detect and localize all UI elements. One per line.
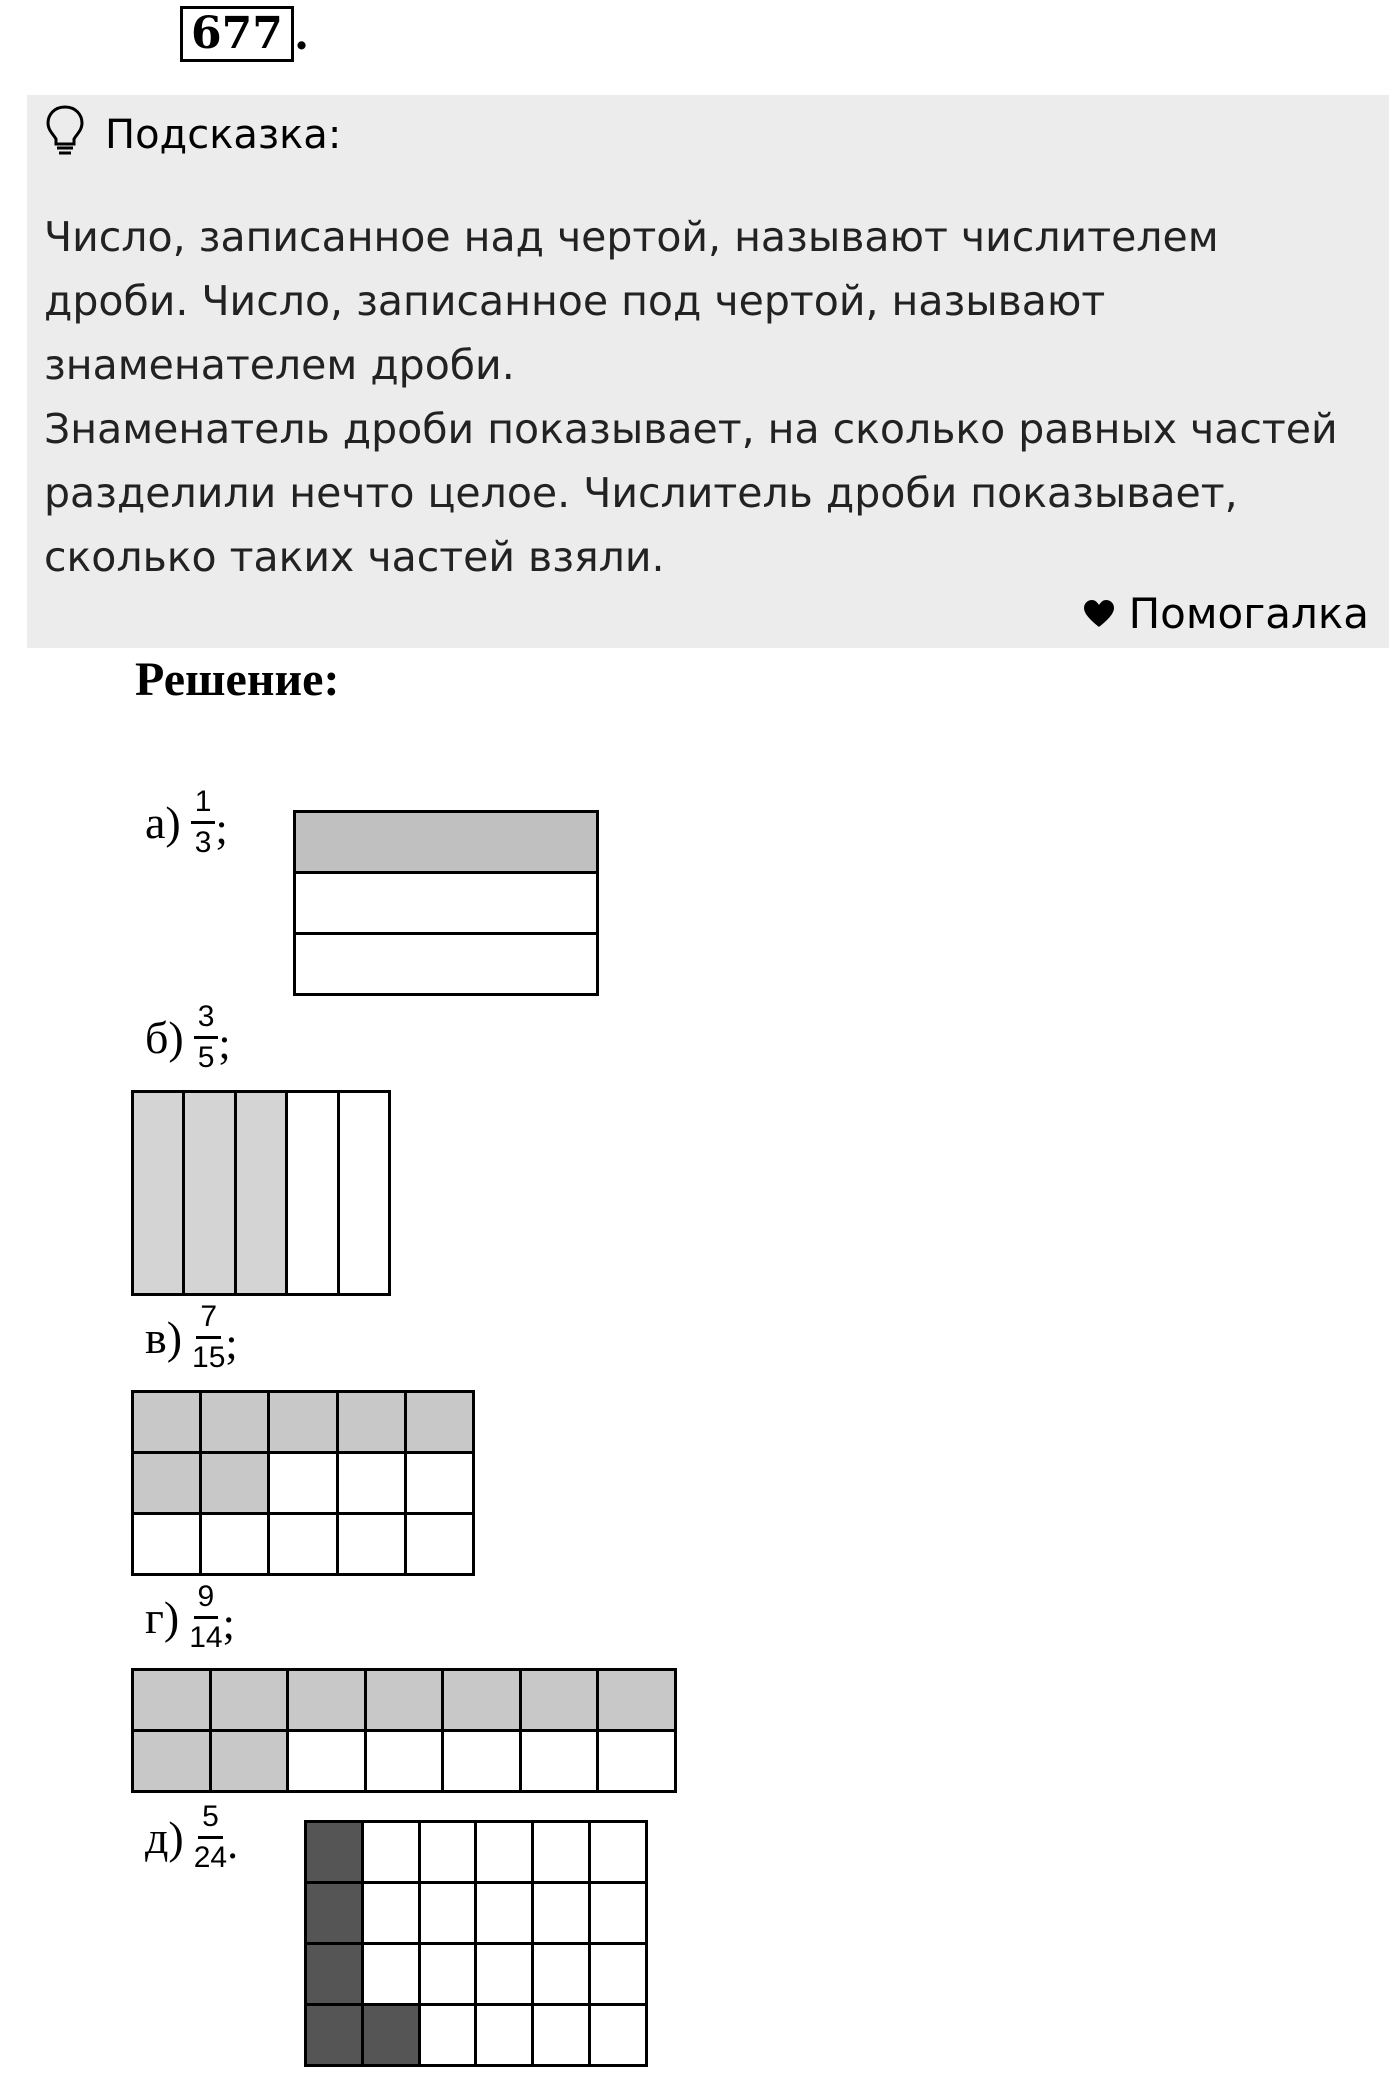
task-number — [180, 8, 309, 60]
fraction-denominator: 14 — [189, 1621, 223, 1654]
grid-cell — [421, 1823, 478, 1884]
grid-cell-shaded — [237, 1093, 288, 1296]
item-label-c — [145, 1300, 238, 1375]
grid-cell-shaded — [307, 1884, 364, 1945]
grid-cell — [202, 1515, 270, 1576]
fraction — [194, 1000, 219, 1075]
grid-cell — [421, 2006, 478, 2067]
grid-cell — [364, 1884, 421, 1945]
item-label-d — [145, 1580, 235, 1655]
grid-cell-shaded — [134, 1093, 185, 1296]
grid-cell — [591, 1945, 648, 2006]
grid-cell — [364, 1823, 421, 1884]
grid-cell-shaded — [307, 1823, 364, 1884]
grid-cell-shaded — [339, 1393, 407, 1454]
fraction — [191, 785, 216, 860]
grid-cell — [421, 1945, 478, 2006]
fraction-denominator: 24 — [193, 1841, 228, 1874]
hint-title: Подсказка: — [105, 112, 342, 158]
grid-cell — [296, 935, 599, 996]
heart-icon — [1083, 589, 1115, 638]
item-letter: б) — [145, 1012, 184, 1063]
grid-cell — [339, 1454, 407, 1515]
fraction-grid-a — [293, 810, 599, 996]
grid-cell-shaded — [307, 1945, 364, 2006]
grid-cell — [407, 1454, 475, 1515]
grid-cell-shaded — [364, 2006, 421, 2067]
fraction-grid-e — [131, 1668, 677, 1793]
grid-cell — [534, 1945, 591, 2006]
grid-cell — [591, 2006, 648, 2067]
item-label-b — [145, 1000, 231, 1075]
grid-cell-shaded — [134, 1732, 212, 1793]
fraction-numerator: 7 — [196, 1300, 221, 1339]
grid-cell — [534, 1884, 591, 1945]
grid-cell-shaded — [185, 1093, 236, 1296]
grid-cell-shaded — [270, 1393, 338, 1454]
grid-cell-shaded — [599, 1671, 677, 1732]
grid-cell — [534, 2006, 591, 2067]
grid-cell-shaded — [289, 1671, 367, 1732]
lightbulb-icon — [45, 104, 85, 166]
grid-cell-shaded — [202, 1393, 270, 1454]
grid-cell-shaded — [202, 1454, 270, 1515]
grid-cell — [340, 1093, 391, 1296]
grid-cell — [477, 1884, 534, 1945]
hint-paragraph-1: Число, записанное над чертой, называют числителем дроби. Число, записанное под чертой, называют знаменателем дроби. — [44, 213, 1219, 389]
grid-cell-shaded — [522, 1671, 600, 1732]
fraction — [192, 1300, 225, 1375]
fraction-grid-b — [131, 1090, 391, 1296]
fraction — [194, 1800, 227, 1875]
grid-cell — [591, 1823, 648, 1884]
hint-header — [45, 107, 341, 163]
grid-cell — [444, 1732, 522, 1793]
grid-cell-shaded — [444, 1671, 522, 1732]
item-punct: ; — [215, 804, 228, 853]
item-punct: . — [227, 1819, 239, 1868]
grid-cell — [599, 1732, 677, 1793]
task-number-dot: . — [293, 8, 310, 60]
grid-cell — [364, 1945, 421, 2006]
hint-text — [44, 205, 1374, 589]
grid-cell — [522, 1732, 600, 1793]
item-label-a — [145, 785, 228, 860]
fraction-numerator: 9 — [194, 1580, 219, 1619]
solution-title: Решение: — [135, 653, 340, 706]
hint-panel — [27, 95, 1389, 648]
item-punct: ; — [225, 1319, 238, 1368]
grid-cell-shaded — [307, 2006, 364, 2067]
grid-cell — [270, 1454, 338, 1515]
fraction-numerator: 5 — [198, 1800, 223, 1839]
item-letter: а) — [145, 797, 181, 848]
fraction-denominator: 3 — [194, 826, 212, 859]
fraction-denominator: 5 — [197, 1041, 215, 1074]
grid-cell — [367, 1732, 445, 1793]
grid-cell-shaded — [134, 1393, 202, 1454]
item-letter: в) — [145, 1312, 183, 1363]
grid-cell — [288, 1093, 339, 1296]
task-number-box: 677 — [180, 6, 294, 62]
item-punct: ; — [218, 1019, 231, 1068]
grid-cell-shaded — [367, 1671, 445, 1732]
hint-paragraph-2: Знаменатель дроби показывает, на сколько равных частей разделили нечто целое. Числитель дроби показывает, сколько таких частей взяли. — [44, 405, 1338, 581]
grid-cell — [477, 2006, 534, 2067]
fraction-denominator: 15 — [192, 1341, 226, 1374]
grid-cell-shaded — [134, 1671, 212, 1732]
item-letter: г) — [145, 1592, 180, 1643]
fraction-numerator: 3 — [194, 1000, 219, 1039]
grid-cell — [339, 1515, 407, 1576]
fraction-grid-c — [131, 1390, 475, 1576]
grid-cell — [534, 1823, 591, 1884]
grid-cell — [134, 1515, 202, 1576]
item-letter: д) — [145, 1812, 184, 1863]
grid-cell — [407, 1515, 475, 1576]
grid-cell-shaded — [212, 1732, 290, 1793]
grid-cell-shaded — [134, 1454, 202, 1515]
grid-cell-shaded — [296, 813, 599, 874]
item-label-e — [145, 1800, 238, 1875]
grid-cell-shaded — [212, 1671, 290, 1732]
grid-cell — [591, 1884, 648, 1945]
grid-cell — [296, 874, 599, 935]
grid-cell — [270, 1515, 338, 1576]
grid-cell-shaded — [407, 1393, 475, 1454]
grid-cell — [477, 1945, 534, 2006]
grid-cell — [289, 1732, 367, 1793]
fraction — [189, 1580, 222, 1655]
grid-cell — [421, 1884, 478, 1945]
brand — [1083, 584, 1369, 642]
brand-name: Помогалка — [1128, 588, 1369, 638]
grid-cell — [477, 1823, 534, 1884]
fraction-numerator: 1 — [191, 785, 216, 824]
fraction-grid-f — [304, 1820, 648, 2067]
item-punct: ; — [222, 1599, 235, 1648]
